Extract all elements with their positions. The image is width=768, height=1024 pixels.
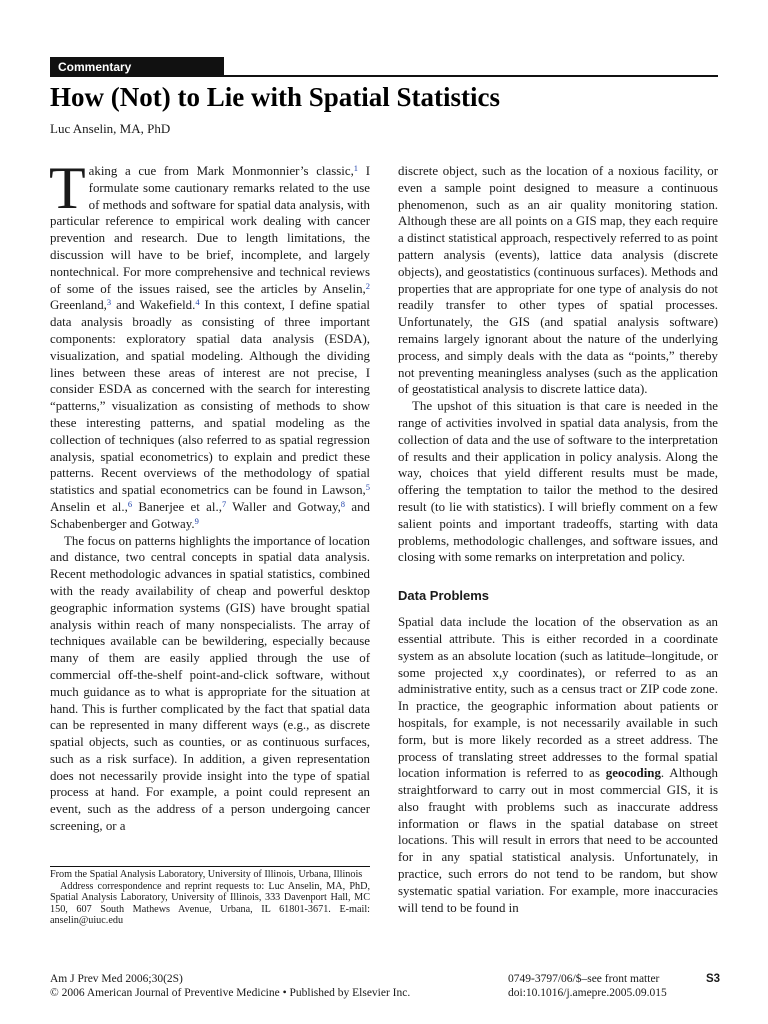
intro-paragraph: Taking a cue from Mark Monmonnier’s classic,$^1$ I formulate some cautionary remarks related to the use of methods and software for spatial data analysis, with particular reference to empirical work dealing with cancer prevention and research. Due to length limitations, the discussion will have to be brief, incomplete, and largely nontechnical. For more comprehensive and technical reviews of some of the issues raised, see the articles by Anselin,$^2$ Greenland,$^3$ and Wakefield.$^4$ In this context, I define spatial data analysis broadly as consisting of three important components: exploratory spatial data analysis (ESDA), visualization, and spatial modeling. Although the dividing lines between these areas of interest are not precise, I consider ESDA as concerned with the search for interesting “patterns,” visualization as consisting of methods to show these interesting patterns, and spatial modeling as the collection of techniques (also referred to as spatial regression analysis, spatial econometrics) to explain and predict these patterns. Recent overviews of the methodology of spatial statistics and spatial econometrics can be found in Lawson,$^5$ Anselin et al.,$^6$ Banerjee et al.,$^7$ Waller and Gotway,$^8$ and Schabenberger and Gotway.$^9$	[49, 155, 371, 531]
author-line: Luc Anselin, MA, PhD	[50, 121, 171, 136]
body-paragraph: The focus on patterns highlights the importance of location and distance, two central concepts in spatial data analysis. Recent methodologic advances in spatial statistics, combined with the ready availability of cheap and powerful desktop geographic information systems (GIS) have brought spatial analysis within reach of many nonspecialists. The array of techniques available can be bewildering, especially because many of them are easily applied through the use of commercial off-the-shelf point-and-click software, without much guidance as to what is appropriate for the situation at hand. This is further complicated by the fact that spatial data can be represented in many different ways (e.g., as discrete spatial objects, such as counties, or as continuous surfaces, such as a risk surface). In addition, a given representation does not necessarily provide insight into the type of spatial process at hand. For example, a point could represent an event, such as the address of a person undergoing cancer screening, or a	[50, 533, 370, 834]
issn-line: 0749-3797/06/$–see front matter	[508, 973, 660, 985]
body-paragraph: The upshot of this situation is that care is needed in the range of activities involved in spatial data analysis, from the collection of data and the use of software to the interpretation of results and their application in policy analysis. Along the way, choices that yield different results must be made, offering the temptation to tailor the method to the desired result (to lie with statistics). I will briefly comment on a few salient points and important tradeoffs, starting with data problems, methodologic challenges, and software issues, and closing with some remarks on interpretation and policy.	[398, 399, 718, 565]
drop-cap: T	[49, 155, 86, 221]
reference-link[interactable]: 7	[221, 498, 227, 509]
section-heading: Data Problems	[398, 588, 490, 604]
bullet-separator: •	[282, 987, 287, 999]
left-column	[49, 155, 371, 835]
footnotes	[50, 869, 370, 927]
page-number: S3	[706, 973, 721, 985]
footnote-rule	[50, 866, 370, 867]
header-rule	[224, 75, 718, 77]
bold-term: geocoding	[605, 766, 661, 781]
doi-line[interactable]: doi:10.1016/j.amepre.2005.09.015	[508, 987, 667, 999]
section-tag: Commentary	[50, 57, 224, 77]
affiliation-note: From the Spatial Analysis Laboratory, University of Illinois, Urbana, Illinois	[50, 869, 363, 880]
footer-right	[508, 972, 667, 1000]
journal-citation: Am J Prev Med 2006;30(2S)	[50, 973, 183, 985]
body-paragraph: Spatial data include the location of the observation as an essential attribute. This is either recorded in a coordinate system as an absolute location (such as latitude–longitude, or some projected x,y coordinates), or referred to as an administrative entity, such as a census tract or ZIP code zone. In practice, the geographic information about patients or hospitals, for example, is not necessarily available in such form, but is more likely recorded as a street address. The process of translating street addresses to the formal spatial location information is referred to as geocoding. Although straightforward to carry out in most commercial GIS, it is also fraught with problems such as inaccurate address information or flaws in the spatial database on street locations. This will result in errors that need to be accounted for in any spatial statistical analysis. Unfortunately, in practice, such errors do not tend to be random, but show systematic spatial variation. For example, more inaccuracies will tend to be found in	[398, 615, 718, 915]
correspondence-note: Address correspondence and reprint requests to: Luc Anselin, MA, PhD, Spatial Analysis Laboratory, University of Illinois, 333 Davenport Hall, MC 150, 607 South Mathews Avenue, Urbana, IL 61801-3671. E-mail: anselin@uiuc.edu	[50, 880, 370, 927]
copyright-line: © 2006 American Journal of Preventive Medicine • Published by Elsevier Inc.	[50, 987, 411, 999]
right-column	[398, 163, 718, 916]
reference-link[interactable]: 8	[340, 498, 346, 509]
footer-left	[50, 972, 410, 1000]
reference-link[interactable]: 9	[194, 515, 199, 526]
reference-link[interactable]: 1	[353, 163, 359, 173]
reference-link[interactable]: 2	[365, 280, 370, 291]
reference-link[interactable]: 4	[195, 297, 200, 308]
reference-link[interactable]: 6	[127, 498, 133, 509]
body-paragraph: discrete object, such as the location of a noxious facility, or even a sample point designed to measure a continuous phenomenon, such as an air quality monitoring station. Although these are all points on a GIS map, they each require a distinct statistical approach, respectively referred to as point pattern analysis (events), lattice data analysis (discrete objects), and geostatistics (continuous surfaces). Methods and properties that are appropriate for one type of analysis do not readily transfer to other types of spatial processes. Unfortunately, the GIS (and spatial analysis software) remains largely ignorant about the nature of the underlying process, and simply deals with the data as “points,” thereby not preventing meaningless analyses (such as the application of geostatistical analysis to discrete lattice data).	[398, 164, 718, 397]
reference-link[interactable]: 3	[106, 297, 112, 308]
reference-link[interactable]: 5	[365, 482, 370, 493]
article-title: How (Not) to Lie with Spatial Statistics	[50, 82, 500, 112]
